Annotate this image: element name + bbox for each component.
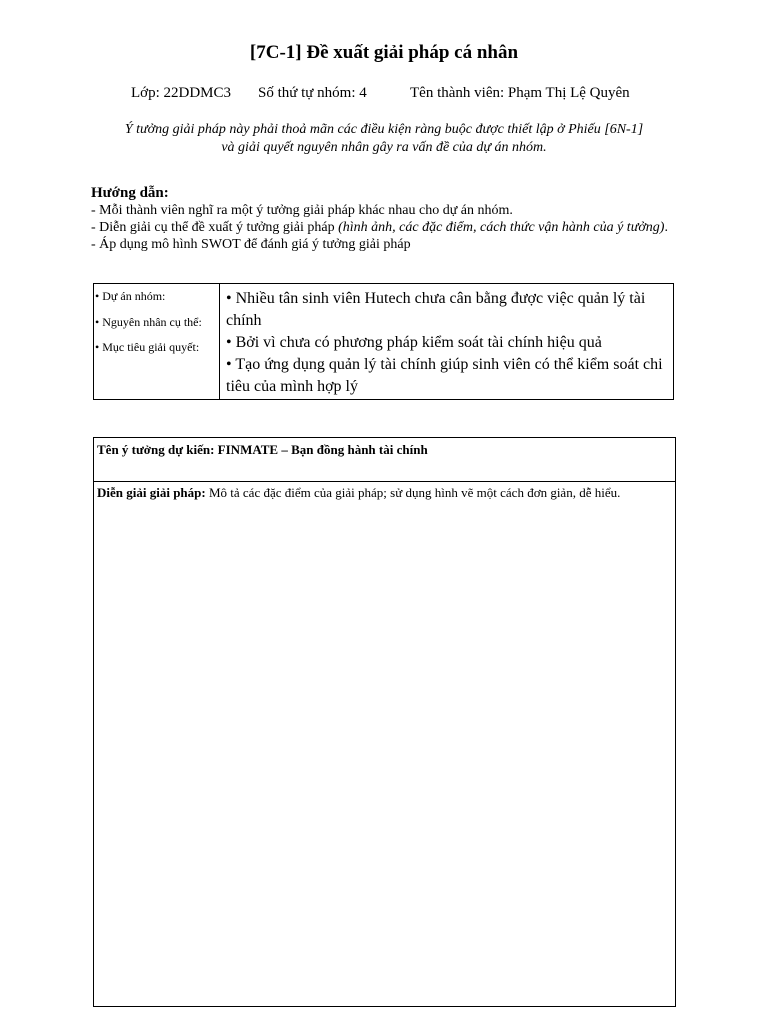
project-labels-column bbox=[94, 284, 220, 399]
idea-description bbox=[94, 482, 675, 504]
guide-item-2-italic: (hình ảnh, các đặc điểm, cách thức vận hành của ý tưởng) bbox=[338, 220, 665, 235]
group-number-label: Số thứ tự nhóm: 4 bbox=[258, 85, 367, 101]
label-goal: • Mục tiêu giải quyết: bbox=[95, 340, 200, 354]
note-line-2: và giải quyết nguyên nhân gây ra vấn đề của dự án nhóm. bbox=[221, 140, 547, 155]
guide-section bbox=[91, 185, 675, 253]
idea-box bbox=[93, 437, 676, 1007]
guide-item-3: - Áp dụng mô hình SWOT để đánh giá ý tưởng giải pháp bbox=[91, 237, 411, 252]
project-info-table bbox=[93, 283, 674, 400]
class-label: Lớp: 22DDMC3 bbox=[131, 85, 232, 101]
guide-item-2-text: - Diễn giải cụ thể đề xuất ý tưởng giải pháp bbox=[91, 220, 339, 235]
page-title: [7C-1] Đề xuất giải pháp cá nhân bbox=[249, 42, 519, 63]
project-values-column bbox=[220, 284, 673, 399]
value-goal: • Tạo ứng dụng quản lý tài chính giúp sinh viên có thể kiểm soát chi tiêu của mình hợp lý bbox=[226, 356, 663, 395]
idea-description-text: Mô tả các đặc điểm của giải pháp; sử dụng hình vẽ một cách đơn giản, dễ hiểu. bbox=[205, 485, 621, 500]
guide-item-1: - Mỗi thành viên nghĩ ra một ý tưởng giải pháp khác nhau cho dự án nhóm. bbox=[91, 203, 513, 218]
value-specific-cause: • Bởi vì chưa có phương pháp kiểm soát tài chính hiệu quả bbox=[226, 334, 602, 351]
note-line-1: Ý tưởng giải pháp này phải thoả mãn các điều kiện ràng buộc được thiết lập ở Phiếu [6N-1] bbox=[124, 122, 644, 137]
member-name-label: Tên thành viên: Phạm Thị Lệ Quyên bbox=[410, 85, 630, 101]
idea-description-label: Diễn giải giải pháp: bbox=[97, 485, 206, 500]
label-group-project: • Dự án nhóm: bbox=[95, 289, 166, 303]
guide-item-2-end: . bbox=[664, 220, 668, 235]
requirement-note bbox=[90, 121, 678, 157]
label-specific-cause: • Nguyên nhân cụ thể: bbox=[95, 314, 202, 329]
value-group-project: • Nhiều tân sinh viên Hutech chưa cân bằng được việc quản lý tài chính bbox=[226, 290, 646, 329]
guide-title: Hướng dẫn: bbox=[91, 185, 169, 201]
idea-name: Tên ý tưởng dự kiến: FINMATE – Bạn đồng hành tài chính bbox=[94, 438, 675, 482]
guide-item-2 bbox=[91, 219, 675, 236]
